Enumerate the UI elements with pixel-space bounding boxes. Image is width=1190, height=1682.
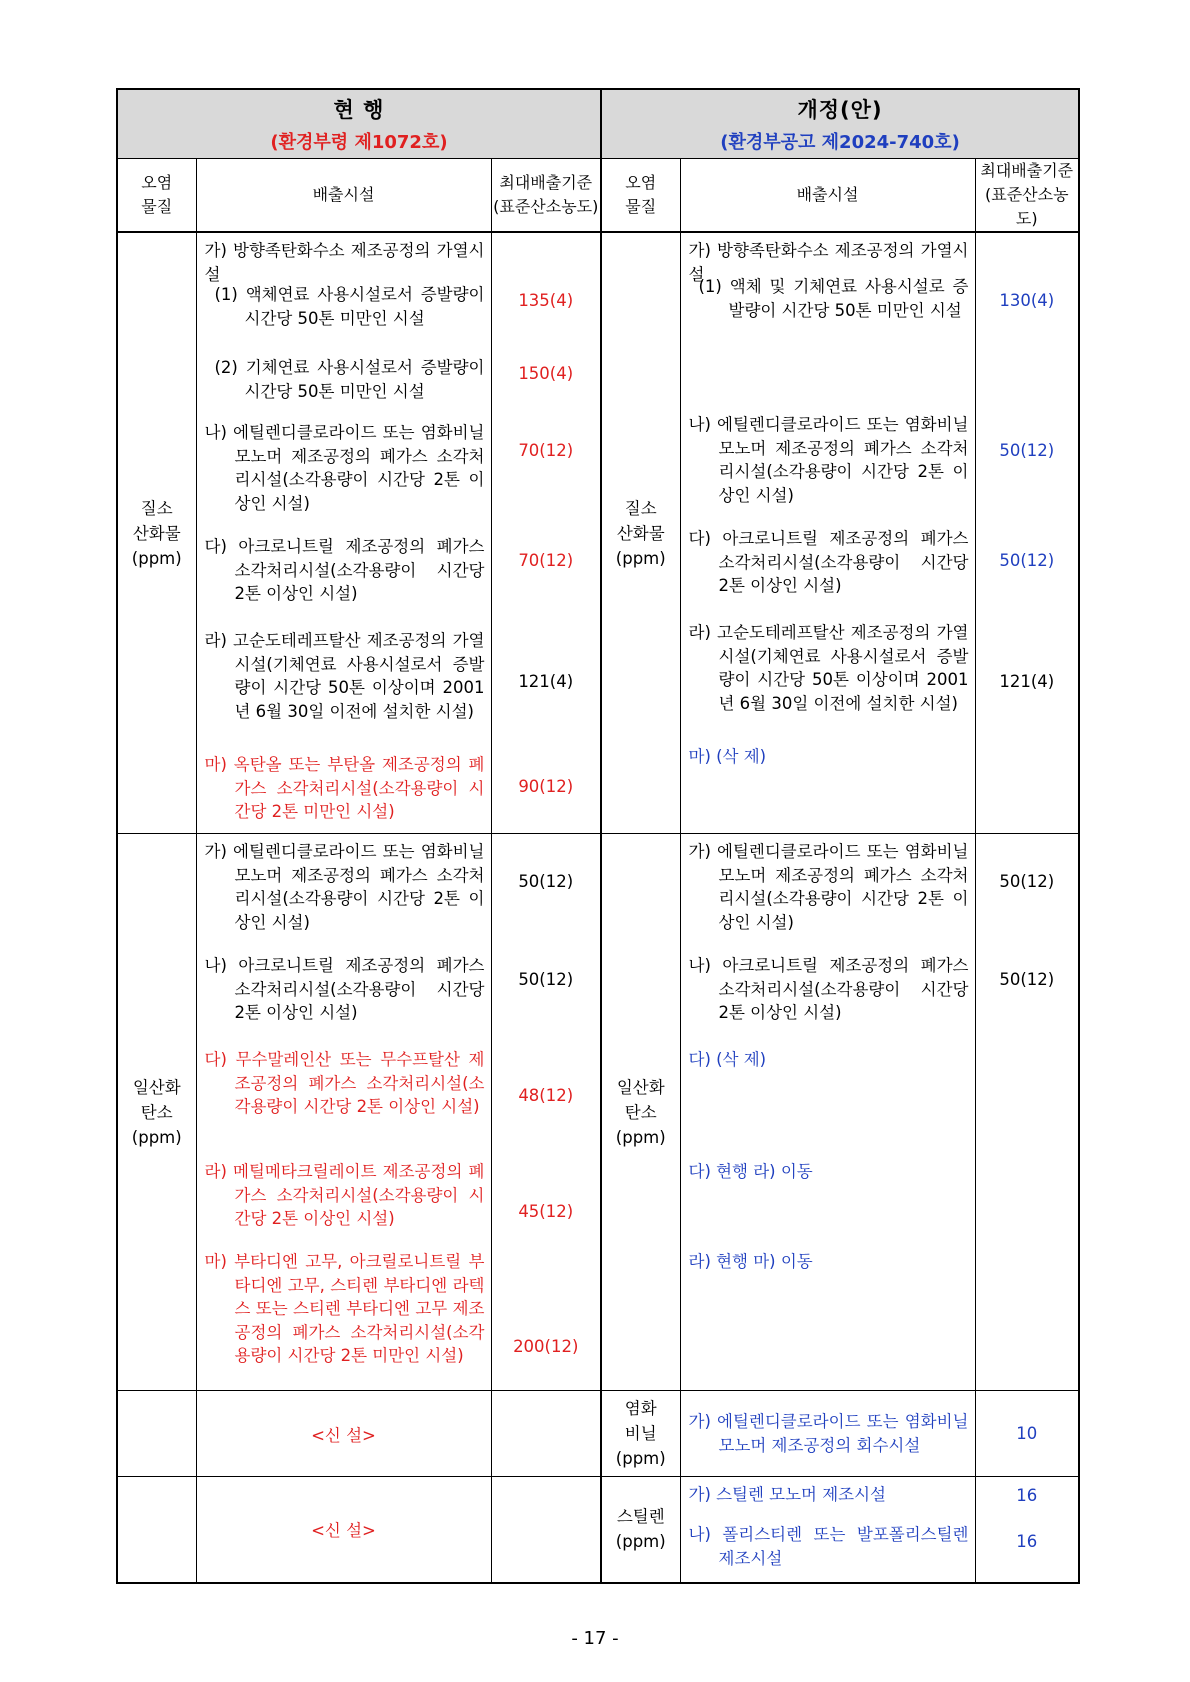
col-standard-revised: 최대배출기준 (표준산소농도) (975, 159, 1079, 233)
nox-current-c: 다) 아크로니트릴 제조공정의 폐가스 소각처리시설(소각용량이 시간당 2톤 이상인 시설) (204, 537, 485, 603)
nox-row (117, 232, 1079, 834)
co-current-facilities (196, 834, 491, 1391)
co-current-d: 라) 메틸메타크릴레이트 제조공정의 폐가스 소각처리시설(소각용량이 시간당 2톤 이상인 시설) (204, 1162, 485, 1228)
col-facility-revised: 배출시설 (680, 159, 975, 233)
nox-current-a2: (2) 기체연료 사용시설로서 증발량이 시간당 50톤 미만인 시설 (214, 358, 485, 401)
vcm-pollutant: 염화 비닐 (ppm) (601, 1391, 680, 1477)
current-subtitle: (환경부령 제1072호) (270, 132, 448, 153)
nox-revised-b: 나) 에틸렌디클로라이드 또는 염화비닐 모노머 제조공정의 폐가스 소각처리시설(소각용량이 시간당 2톤 이상인 시설) (688, 415, 969, 505)
nox-revised-a-head: 가) 방향족탄화수소 제조공정의 가열시설 (688, 241, 969, 284)
styrene-facilities (680, 1477, 975, 1583)
nox-current-d-val: 121(4) (518, 672, 574, 691)
vcm-current-pollutant (117, 1391, 196, 1477)
col-pollutant-revised: 오염 물질 (601, 159, 680, 233)
nox-current-b-val: 70(12) (518, 441, 574, 460)
styrene-a: 가) 스틸렌 모노머 제조시설 (688, 1485, 887, 1504)
nox-current-a1: (1) 액체연료 사용시설로서 증발량이 시간당 50톤 미만인 시설 (214, 285, 485, 328)
nox-revised-e: 마) (삭 제) (688, 747, 767, 766)
co-revised-c: 다) (삭 제) (688, 1050, 767, 1069)
vcm-a-val: 10 (975, 1391, 1079, 1477)
styrene-current-pollutant (117, 1477, 196, 1583)
styrene-current-new: <신 설> (196, 1477, 491, 1583)
co-current-b-val: 50(12) (518, 970, 574, 989)
nox-pollutant: 질소 산화물 (ppm) (117, 232, 196, 834)
nox-current-d: 라) 고순도테레프탈산 제조공정의 가열시설(기체연료 사용시설로서 증발량이 시간당 50톤 이상이며 2001년 6월 30일 이전에 설치한 시설) (204, 631, 485, 721)
nox-revised-a1: (1) 액체 및 기체연료 사용시설로 증발량이 시간당 50톤 미만인 시설 (698, 277, 969, 320)
current-header (117, 89, 601, 159)
co-current-e: 마) 부타디엔 고무, 아크릴로니트릴 부타디엔 고무, 스티렌 부타디엔 라텍스 또는 스티렌 부타디엔 고무 제조공정의 폐가스 소각처리시설(소각용량이 시간당 2톤 미만인 시설) (204, 1252, 485, 1365)
nox-current-c-val: 70(12) (518, 551, 574, 570)
nox-revised-values (975, 232, 1079, 834)
co-current-a: 가) 에틸렌디클로라이드 또는 염화비닐 모노머 제조공정의 폐가스 소각처리시설(소각용량이 시간당 2톤 이상인 시설) (204, 842, 485, 932)
vcm-row (117, 1391, 1079, 1477)
styrene-b: 나) 폴리스티렌 또는 발포폴리스틸렌 제조시설 (688, 1525, 969, 1568)
nox-current-b: 나) 에틸렌디클로라이드 또는 염화비닐 모노머 제조공정의 폐가스 소각처리시설(소각용량이 시간당 2톤 이상인 시설) (204, 423, 485, 513)
vcm-current-value (491, 1391, 601, 1477)
vcm-a: 가) 에틸렌디클로라이드 또는 염화비닐 모노머 제조공정의 회수시설 (688, 1412, 969, 1455)
nox-current-e: 마) 옥탄올 또는 부탄올 제조공정의 폐가스 소각처리시설(소각용량이 시간당 2톤 미만인 시설) (204, 755, 485, 821)
styrene-values (975, 1477, 1079, 1583)
nox-revised-d-val: 121(4) (999, 672, 1055, 691)
nox-current-facilities (196, 232, 491, 834)
co-current-b: 나) 아크로니트릴 제조공정의 폐가스 소각처리시설(소각용량이 시간당 2톤 이상인 시설) (204, 956, 485, 1022)
revised-subtitle: (환경부공고 제2024-740호) (720, 132, 960, 153)
revised-header (601, 89, 1079, 159)
co-current-a-val: 50(12) (518, 872, 574, 891)
co-revised-a: 가) 에틸렌디클로라이드 또는 염화비닐 모노머 제조공정의 폐가스 소각처리시설(소각용량이 시간당 2톤 이상인 시설) (688, 842, 969, 932)
nox-revised-a1-val: 130(4) (999, 291, 1055, 310)
nox-revised-b-val: 50(12) (999, 441, 1055, 460)
col-facility: 배출시설 (196, 159, 491, 233)
co-revised-a-val: 50(12) (999, 872, 1055, 891)
styrene-current-value (491, 1477, 601, 1583)
co-revised-b-val: 50(12) (999, 970, 1055, 989)
page-number: - 17 - (571, 1628, 619, 1649)
co-current-values (491, 834, 601, 1391)
nox-pollutant-revised: 질소 산화물 (ppm) (601, 232, 680, 834)
nox-revised-d: 라) 고순도테레프탈산 제조공정의 가열시설(기체연료 사용시설로서 증발량이 시간당 50톤 이상이며 2001년 6월 30일 이전에 설치한 시설) (688, 623, 969, 713)
co-revised-values (975, 834, 1079, 1391)
current-title: 현 행 (333, 98, 385, 122)
co-pollutant: 일산화 탄소 (ppm) (117, 834, 196, 1391)
co-pollutant-revised: 일산화 탄소 (ppm) (601, 834, 680, 1391)
co-revised-e: 라) 현행 마) 이동 (688, 1252, 813, 1271)
nox-current-e-val: 90(12) (518, 777, 574, 796)
nox-revised-facilities (680, 232, 975, 834)
comparison-table (116, 88, 1080, 1584)
nox-current-values (491, 232, 601, 834)
nox-current-a-head: 가) 방향족탄화수소 제조공정의 가열시설 (204, 241, 485, 284)
vcm-facilities (680, 1391, 975, 1477)
co-current-d-val: 45(12) (518, 1202, 574, 1221)
co-revised-b: 나) 아크로니트릴 제조공정의 폐가스 소각처리시설(소각용량이 시간당 2톤 이상인 시설) (688, 956, 969, 1022)
nox-current-a2-val: 150(4) (518, 364, 574, 383)
col-standard: 최대배출기준 (표준산소농도) (491, 159, 601, 233)
nox-revised-c-val: 50(12) (999, 551, 1055, 570)
revised-title: 개정(안) (797, 98, 883, 122)
col-pollutant: 오염 물질 (117, 159, 196, 233)
styrene-pollutant: 스틸렌 (ppm) (601, 1477, 680, 1583)
styrene-row (117, 1477, 1079, 1583)
styrene-b-val: 16 (1016, 1532, 1038, 1551)
vcm-current-new: <신 설> (196, 1391, 491, 1477)
co-current-e-val: 200(12) (513, 1337, 579, 1356)
co-current-c-val: 48(12) (518, 1086, 574, 1105)
styrene-a-val: 16 (1016, 1486, 1038, 1505)
co-revised-facilities (680, 834, 975, 1391)
co-current-c: 다) 무수말레인산 또는 무수프탈산 제조공정의 폐가스 소각처리시설(소각용량이 시간당 2톤 이상인 시설) (204, 1050, 485, 1116)
co-revised-d: 다) 현행 라) 이동 (688, 1162, 813, 1181)
nox-revised-c: 다) 아크로니트릴 제조공정의 폐가스 소각처리시설(소각용량이 시간당 2톤 이상인 시설) (688, 529, 969, 595)
nox-current-a1-val: 135(4) (518, 291, 574, 310)
co-row (117, 834, 1079, 1391)
